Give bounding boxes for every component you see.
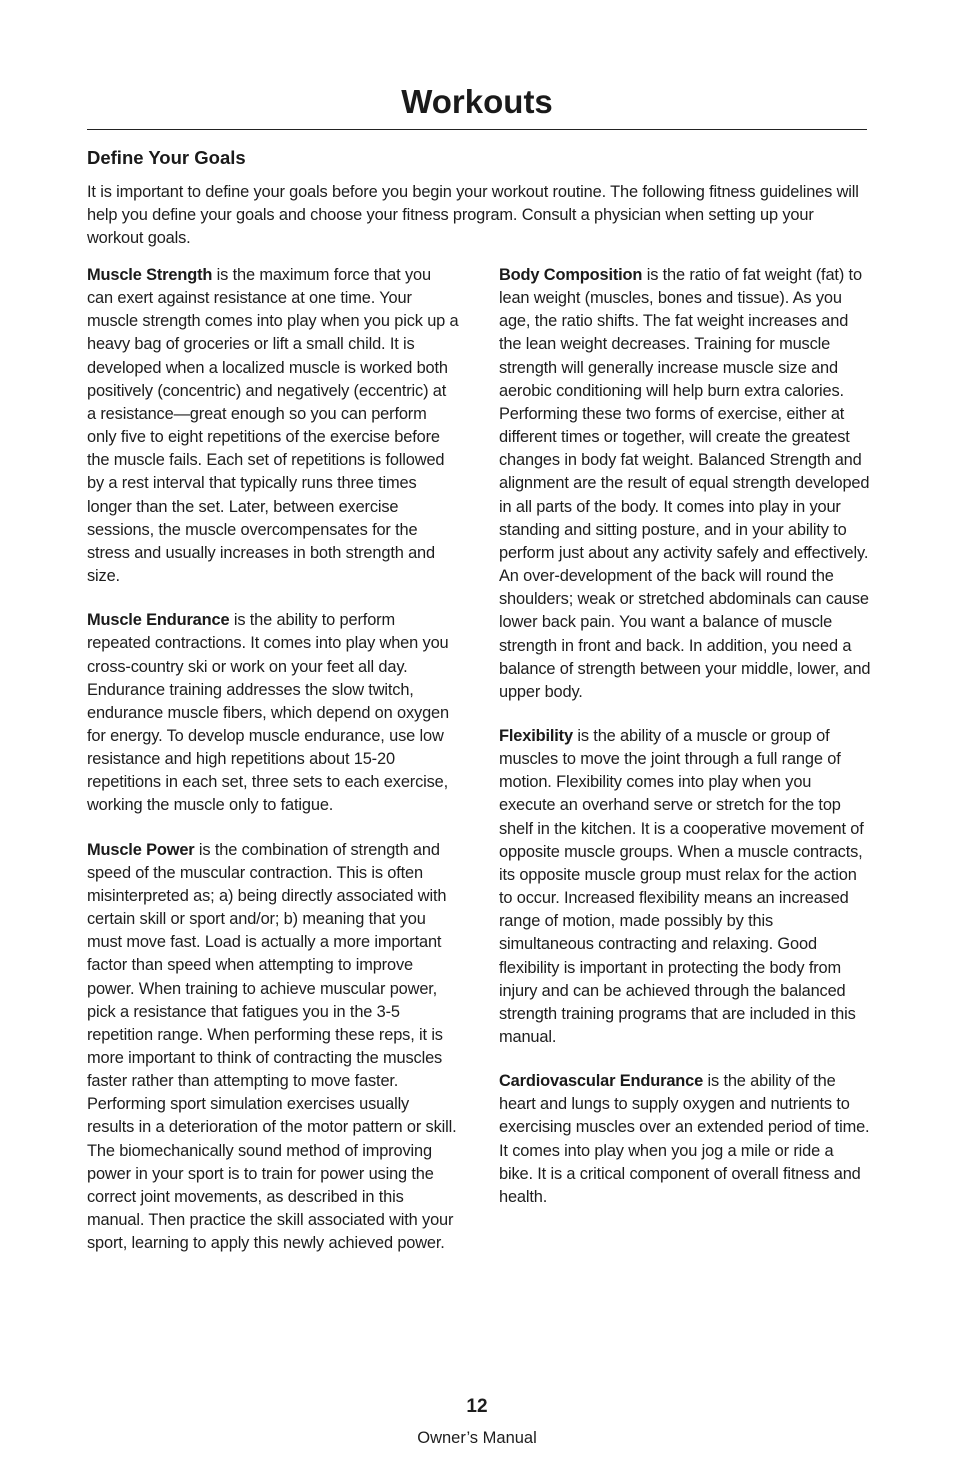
paragraph-term: Cardiovascular Endurance [499, 1072, 704, 1091]
footer-label: Owner’s Manual [417, 1429, 537, 1447]
paragraph-text: is the combination of strength and speed of the muscular contraction. This is often misinterpreted as; a) being directly associated with certain skill or sport and/or; b) meaning that you must move fast. Load is actually a more important factor than speed when attempting to improve power. When training to achieve muscular power, pick a resistance that fatigues you in the 3-5 repetition range. When performing these reps, it is more important to think of contracting the muscles faster rather than attempting to move faster. Performing sport simulation exercises usually results in a deterioration of the motor pattern or skill. The biomechanically sound method of improving power in your sport is to train for power using the correct joint movements, as described in this manual. Then practice the skill associated with your sport, learning to apply this newly achieved power. [87, 840, 457, 1253]
paragraph-text: is the maximum force that you can exert against resistance at one time. Your muscle strength comes into play when you pick up a heavy bag of groceries or lift a small child. It is developed when a localized muscle is worked both positively (concentric) and negatively (eccentric) at a resistance—great enough so you can perform only five to eight repetitions of the exercise before the muscle fails. Each set of repetitions is followed by a rest interval that typically runs three times longer than the set. Later, between exercise sessions, the muscle overcompensates for the stress and usually increases in both strength and size. [87, 266, 459, 586]
flexibility-paragraph [499, 725, 871, 1049]
paragraph-text: is the ability of a muscle or group of muscles to move the joint through a full range of motion. Flexibility comes into play when you execute an overhand serve or stretch for the top shelf in the kitchen. It is a cooperative movement of opposite muscle groups. When a muscle contracts, its opposite muscle group must relax for the action to occur. Increased flexibility means an increased range of motion, made possibly by this simultaneous contracting and relaxing. Good flexibility is important in protecting the body from injury and can be achieved through the balanced strength training programs that are included in this manual. [499, 726, 864, 1046]
muscle-strength-paragraph [87, 264, 459, 588]
paragraph-term: Body Composition [499, 266, 643, 284]
paragraph-term: Flexibility [499, 726, 573, 745]
paragraph-text: is the ratio of fat weight (fat) to lean weight (muscles, bones and tissue). As you age, the ratio shifts. The fat weight increases and the lean weight decreases. Training for muscle strength will generally increase muscle size and aerobic conditioning will help burn extra calories. Performing these two forms of exercise, either at different times or together, will create the greatest changes in body fat weight. Balanced Strength and alignment are the result of equal strength developed in all parts of the body. It comes into play in your standing and sitting posture, and in your ability to perform just about any activity safely and effectively. An over-development of the back will round the shoulders; weak or stretched abdominals can cause lower back pain. You want a balance of muscle strength in front and back. In addition, you need a balance of strength between your middle, lower, and upper body. [499, 266, 871, 701]
cardiovascular-endurance-paragraph [499, 1070, 871, 1209]
paragraph-term: Muscle Power [87, 840, 195, 859]
left-column [87, 264, 459, 1276]
title-divider [87, 129, 867, 130]
body-composition-paragraph [499, 264, 871, 704]
page-number: 12 [466, 1396, 488, 1417]
paragraph-term: Muscle Endurance [87, 611, 230, 630]
section-heading: Define Your Goals [87, 147, 246, 168]
paragraph-term: Muscle Strength [87, 266, 213, 284]
paragraph-text: is the ability of the heart and lungs to supply oxygen and nutrients to exercising muscles over an extended period of time. It comes into play when you jog a mile or ride a bike. It is a critical component of overall fitness and health. [499, 1072, 870, 1206]
paragraph-text: is the ability to perform repeated contractions. It comes into play when you cross-country ski or work on your feet all day. Endurance training addresses the slow twitch, endurance muscle fibers, which depend on oxygen for energy. To develop muscle endurance, use low resistance and high repetitions about 15-20 repetitions in each set, three sets to each exercise, working the muscle only to fatigue. [87, 611, 449, 815]
intro-paragraph: It is important to define your goals before you begin your workout routine. The following fitness guidelines will help you define your goals and choose your fitness program. Consult a physician when setting up your workout goals. [87, 183, 859, 248]
page-title: Workouts [401, 83, 553, 120]
muscle-power-paragraph [87, 839, 459, 1256]
muscle-endurance-paragraph [87, 609, 459, 817]
right-column [499, 264, 871, 1230]
